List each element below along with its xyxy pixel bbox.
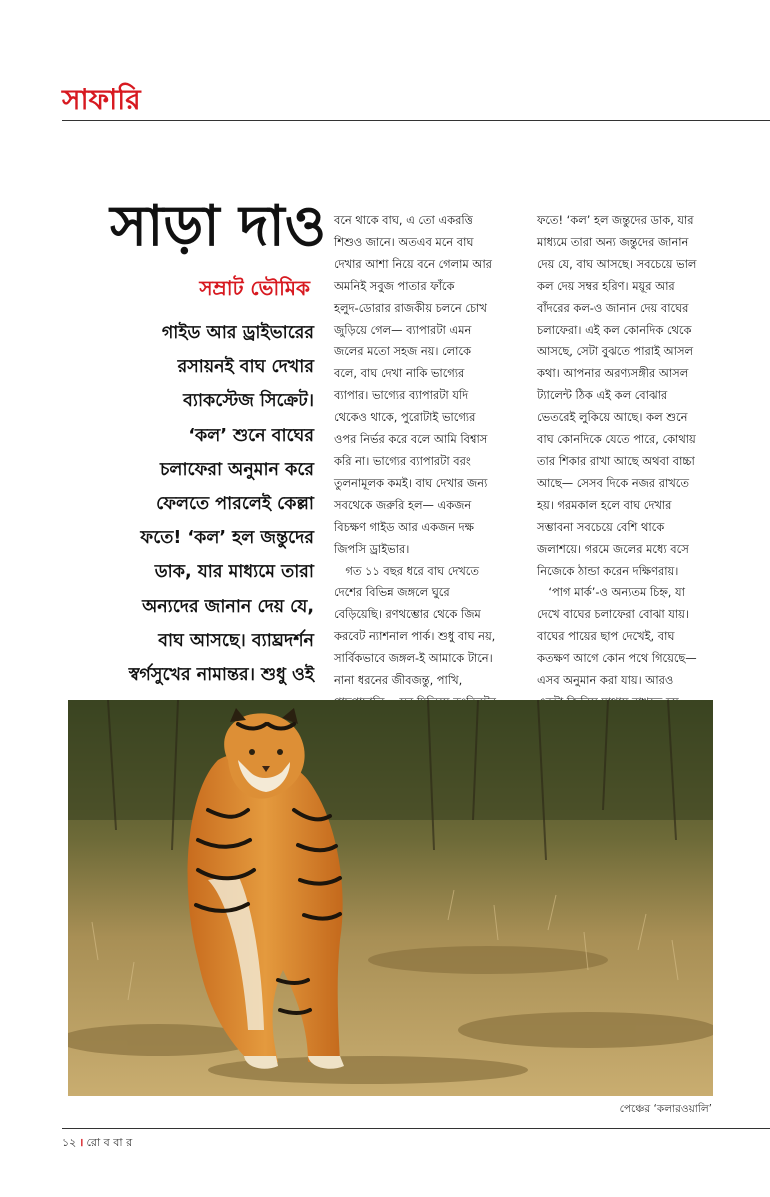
standfirst-line: গাইড আর ড্রাইভারের	[161, 323, 314, 343]
body-line: ভেতরেই লুকিয়ে আছে। কল শুনে	[537, 410, 688, 425]
standfirst-line: বাঘ আসছে। ব্যাঘ্রদর্শন	[158, 630, 314, 651]
standfirst-line: ফতে! ‘কল’ হল জন্তুদের	[140, 528, 314, 549]
body-line: ফতে! ‘কল’ হল জন্তুদের ডাক, যার	[537, 213, 694, 227]
body-line: সম্ভাবনা সবচেয়ে বেশি থাকে	[537, 519, 665, 534]
body-line: কথা। আপনার অরণ্যসঙ্গীর আসল	[537, 366, 689, 381]
article-standfirst	[36, 316, 314, 761]
body-line: আসছে, সেটা বুঝতে পারাই আসল	[537, 344, 693, 359]
body-line: এসব অনুমান করা যায়। আরও	[537, 673, 674, 688]
article-title: সাড়া দাও	[110, 194, 326, 259]
body-line: গত ১১ বছর ধরে বাঘ দেখতে	[334, 563, 479, 578]
body-line: হলুদ-ডোরার রাজকীয় চলনে চোখ	[334, 300, 487, 315]
body-line: হয়। গরমকাল হলে বাঘ দেখার	[537, 497, 672, 512]
body-line: জলের মতো সহজ নয়। লোকে	[334, 344, 471, 359]
standfirst-line: ডাক, যার মাধ্যমে তারা	[154, 562, 314, 583]
body-line: ওপর নির্ভর করে বলে আমি বিশ্বাস	[334, 432, 488, 447]
standfirst-line: রসায়নই বাঘ দেখার	[177, 357, 314, 378]
body-line: সার্বিকভাবে জঙ্গল-ই আমাকে টানে।	[334, 651, 493, 666]
tiger-photo	[68, 700, 713, 1096]
body-line: বিচক্ষণ গাইড আর একজন দক্ষ	[334, 519, 474, 534]
body-line: বাঘের পায়ের ছাপ দেখেই, বাঘ	[537, 629, 675, 644]
standfirst-line: ব্যাকস্টেজ সিক্রেট।	[183, 391, 314, 412]
magazine-name: রো ব বা র	[86, 1136, 133, 1149]
page-number: ১২	[62, 1136, 77, 1149]
body-line: নানা ধরনের জীবজন্তু, পাখি,	[334, 673, 463, 688]
body-line: অমনিই সবুজ পাতার ফাঁকে	[334, 278, 455, 293]
body-line: শিশুও জানে। অতএব মনে বাঘ	[334, 234, 474, 249]
standfirst-line: স্বর্গসুখের নামান্তর। শুধু ওই	[128, 665, 314, 686]
body-line: বাঁদরের কল-ও জানান দেয় বাঘের	[537, 300, 689, 315]
body-line: তুলনামূলক কমই। বাঘ দেখার জন্য	[334, 475, 488, 490]
standfirst-line: ‘কল’ শুনে বাঘের	[188, 425, 314, 446]
standfirst-line: চলাফেরা অনুমান করে	[159, 459, 314, 480]
body-line: চলাফেরা। এই কল কোনদিক থেকে	[537, 322, 692, 337]
body-line: ব্যাপার। ভাগ্যের ব্যাপারটা যদি	[334, 388, 469, 403]
body-line: তার শিকার রাখা আছে অথবা বাচ্চা	[537, 453, 695, 468]
body-line: জিপসি ড্রাইভার।	[334, 541, 410, 556]
body-line: দেশের বিভিন্ন জঙ্গলে ঘুরে	[334, 585, 450, 600]
section-label: সাফারি	[62, 83, 141, 116]
body-line: আছে— সেসব দিকে নজর রাখতে	[537, 475, 689, 490]
footer-separator: ।	[79, 1136, 84, 1149]
body-line: সবথেকে জরুরি হল— একজন	[334, 497, 472, 512]
body-line: কল দেয় সম্বর হরিণ। ময়ূর আর	[537, 278, 675, 293]
body-line: দেখে বাঘের চলাফেরা বোঝা যায়।	[537, 607, 689, 622]
article-author: সম্রাট ভৌমিক	[199, 276, 310, 300]
body-line: মাধ্যমে তারা অন্য জন্তুদের জানান	[537, 234, 689, 249]
tiger-photo-container	[68, 700, 713, 1096]
header-rule	[62, 120, 770, 121]
body-line: জুড়িয়ে গেল— ব্যাপারটা এমন	[334, 322, 472, 337]
body-line: জলাশয়ে। গরমে জলের মধ্যে বসে	[537, 541, 689, 556]
body-line: করি না। ভাগ্যের ব্যাপারটা বরং	[334, 453, 471, 468]
body-line: ট্যালেন্ট ঠিক এই কল বোঝার	[537, 388, 668, 403]
body-line: নিজেকে ঠান্ডা করেন দক্ষিণরায়।	[537, 563, 679, 578]
body-line: কতক্ষণ আগে কোন পথে গিয়েছে—	[537, 651, 697, 666]
footer-rule	[62, 1128, 770, 1129]
body-line: করবেট ন্যাশনাল পার্ক। শুধু বাঘ নয়,	[334, 629, 496, 644]
standfirst-line: ফেলতে পারলেই কেল্লা	[156, 494, 314, 515]
body-line: বেড়িয়েছি। রণথম্ভোর থেকে জিম	[334, 607, 481, 622]
photo-caption: পেঞ্চের ‘কলারওয়ালি’	[619, 1103, 712, 1115]
body-line: থেকেও থাকে, পুরোটাই ভাগ্যের	[334, 410, 476, 425]
body-line: ‘পাগ মার্ক’-ও অন্যতম চিহ্ন, যা	[537, 585, 685, 600]
body-line: দেয় যে, বাঘ আসছে। সবচেয়ে ভাল	[537, 256, 697, 271]
body-line: বলে, বাঘ দেখা নাকি ভাগ্যের	[334, 366, 465, 381]
standfirst-line: অন্যদের জানান দেয় যে,	[142, 596, 314, 617]
body-line: বনে থাকে বাঘ, এ তো একরত্তি	[334, 213, 473, 227]
body-line: বাঘ কোনদিকে যেতে পারে, কোথায়	[537, 432, 696, 447]
page-footer	[62, 1134, 132, 1153]
body-line: দেখার আশা নিয়ে বনে গেলাম আর	[334, 256, 492, 271]
